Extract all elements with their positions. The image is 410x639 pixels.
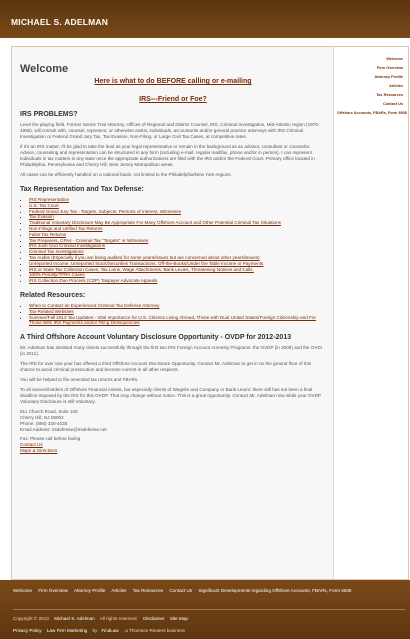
address-email: Email Address: irsdefense@irsdefense.net — [20, 426, 107, 432]
disclaimer-link[interactable]: Disclaimer — [143, 616, 165, 621]
ovdp-paragraph-4: To all owners/holders of Offshore Financial Assets, but especially clients of Wegelin and Company or Bank Leumi: there still has not been a final deadline imposed by the IRS for this OVDP. That may change without notice. This is a great opportunity. Contact Mr. Adelman now while your OVDP Voluntary Disclosure is still Voluntary. — [20, 387, 321, 405]
sitemap-link[interactable]: Site Map — [169, 616, 188, 621]
footer-nav — [13, 587, 403, 595]
content-body — [20, 63, 326, 458]
thomson-reuters-text: , a Thomson Reuters business — [122, 628, 185, 633]
ovdp-paragraph-3: You will be helped to file amended tax returns and FBARs. — [20, 377, 139, 383]
list-link[interactable]: IRS Representation — [29, 197, 70, 202]
rights-text: All rights reserved. — [99, 616, 138, 621]
maps-directions-link[interactable]: Maps & Directions — [20, 447, 58, 453]
sidebar-nav — [337, 55, 407, 118]
site-title[interactable]: MICHAEL S. ADELMAN — [11, 17, 109, 27]
address-street: 811 Church Road, Suite 105 — [20, 409, 78, 415]
contact-us-link[interactable]: Contact Us — [20, 442, 43, 448]
list-item — [29, 278, 326, 284]
list-link[interactable]: Tax Preparers, CPAs - Criminal Tax "Targets" or Witnesses — [29, 237, 149, 243]
footer-link-significant-developments[interactable]: Significant Developments regarding Offshore Accounts, FBARs, Form 8938 — [198, 588, 352, 593]
footer-link-contact-us[interactable]: Contact Us — [169, 588, 193, 593]
related-resources-list — [29, 303, 326, 326]
privacy-policy-link[interactable]: Privacy Policy — [13, 628, 42, 633]
list-link[interactable]: Tax-Related Websites — [29, 308, 74, 314]
site-header — [0, 0, 410, 38]
footer-link-articles[interactable]: Articles — [111, 588, 127, 593]
list-link[interactable]: Tax Audits (Especially if you are being audited for some years/issues but are concerned about other years/issues) — [29, 254, 260, 260]
address-city: Cherry Hill, NJ 08002 — [20, 414, 64, 420]
list-link[interactable]: False Tax Returns — [29, 231, 66, 237]
fax-note: Fax: Please call before faxing — [20, 436, 81, 442]
tax-representation-list — [29, 197, 326, 284]
related-resources-heading: Related Resources: — [20, 291, 86, 299]
footer-copyright — [13, 616, 192, 621]
copyright-text: Copyright © 2013 — [13, 616, 49, 621]
list-link[interactable]: When to Contact an Experienced Criminal Tax Defense Attorney — [29, 302, 160, 308]
list-link[interactable]: 100% Penalty/TFRA Cases — [29, 272, 85, 278]
main-content — [12, 47, 334, 579]
irs-problems-heading: IRS PROBLEMS? — [20, 111, 78, 118]
before-calling-link[interactable]: Here is what to do BEFORE calling or e-mailing — [94, 78, 252, 85]
footer-link-firm-overview[interactable]: Firm Overview — [38, 588, 68, 593]
footer-divider — [13, 609, 405, 610]
sidebar-item-welcome[interactable]: Welcome — [386, 57, 403, 61]
list-link[interactable]: Traditional Voluntary Disclosure May Be Appropriate For Many Offshore Account and Other Potential Criminal Tax Situations — [29, 220, 281, 226]
address-phone: Phone: (856) 330-4035 — [20, 420, 68, 426]
list-link[interactable]: Unreported Income, Unreported Stock/Securities Transactions, Off-the-Books/Under the Table Income or Payments — [29, 260, 264, 266]
office-address — [20, 409, 326, 432]
by-text: by — [92, 628, 98, 633]
list-link[interactable]: IRS Collection Due Process (CDP) Taxpayer Advocate Appeals — [29, 278, 158, 284]
footer-link-tax-resources[interactable]: Tax Resources — [132, 588, 164, 593]
problems-paragraph-2: If it's an IRS matter, I'll be glad to take the lead as your legal representative or remain in the background as an advisor, consultant or counselor. Advice, counseling and representation can be structured in any form (including e-mail, regular mail/fax, phone and/or in person). I can represent individuals in tax matters in any state once the appropriate authorizations are filed with the IRS and/or the Federal Court. Primary office located in Philadelphia, Pennsylvania and Cherry Hill, New Jersey Metropolitan areas. — [20, 144, 315, 167]
list-link[interactable]: U.S. Tax Court — [29, 202, 59, 208]
sidebar-item-firm-overview[interactable]: Firm Overview — [376, 66, 403, 70]
sidebar-item-tax-resources[interactable]: Tax Resources — [376, 93, 403, 97]
friend-or-foe-link[interactable]: IRS---Friend or Foe? — [139, 96, 207, 103]
findlaw-link[interactable]: FindLaw — [101, 628, 119, 633]
ovdp-paragraph-2: The IRS for over one year has offered a third Offshore Account Disclosure Opportunity. Contact Mr. Adelman to get in on the ground floor of this chance to avoid criminal prosecution and become current in all other respects. — [20, 361, 312, 373]
ovdp-heading: A Third Offshore Account Voluntary Disclosure Opportunity - OVDP for 2012-2013 — [20, 334, 292, 342]
footer-link-attorney-profile[interactable]: Attorney Profile — [73, 588, 106, 593]
list-link[interactable]: IRS or State Tax Collection Cases, Tax Liens, Wage Attachments, Bank Levies, Threatening Notices and Calls. — [29, 266, 254, 272]
list-link[interactable]: Tax Evasion — [29, 214, 54, 220]
tax-representation-heading: Tax Representation and Tax Defense: — [20, 186, 144, 193]
list-link[interactable]: IRS Joint Civil Criminal Investigations — [29, 243, 106, 249]
problems-paragraph-1: Level the playing field. Former Senior Trial Attorney, Offices of Regional and District Counsel, IRS, Criminal Investigation, Mid-Atlantic region (1970-1986), will consult with, counsel, represent, or otherwise assist, individuals, accountants and/or general practice attorneys with IRS Criminal Investigation or Federal Grand Jury Tax, Tax Evasion, Non-Filing, or Large Civil Tax Cases, at competitive rates. — [20, 122, 320, 139]
law-firm-marketing-link[interactable]: Law Firm Marketing — [46, 628, 88, 633]
site-footer — [0, 580, 410, 639]
sidebar-item-offshore-accounts[interactable]: Offshore Accounts, FBARs, Form 8938 — [337, 111, 407, 115]
sidebar-item-contact-us[interactable]: Contact Us — [382, 102, 403, 106]
ovdp-paragraph-1: Mr. Adelman has assisted many clients successfully through the first two IRS Foreign Account Amnesty Programs: the OVDP (in 2009) and the OVDI (in 2011). — [20, 345, 322, 357]
list-item — [29, 315, 326, 327]
owner-link[interactable]: Michael S. Adelman — [54, 616, 95, 621]
problems-paragraph-3: All cases can be efficiently handled on a national basis, not limited to the Philadelphia/New York regions. — [20, 172, 232, 177]
footer-link-welcome[interactable]: Welcome — [13, 588, 33, 593]
sidebar-item-attorney-profile[interactable]: Attorney Profile — [374, 75, 403, 79]
list-link[interactable]: Summer/Fall 2012 Tax Updates - Vital Importance for U.S. Citizens Living Abroad, Those with Dual United States/Foreign Citizenship and For Those With IRS Payments and/or Filing Delinquencies — [29, 314, 316, 326]
page-title: Welcome — [20, 63, 69, 75]
footer-legal — [13, 628, 189, 633]
list-link[interactable]: Non-Filings and Unfiled Tax Returns — [29, 225, 103, 231]
contact-block — [20, 436, 326, 453]
sidebar-item-articles[interactable]: Articles — [389, 84, 403, 88]
list-link[interactable]: Federal Grand Jury Tax - Targets, Subjects, Persons of Interest, Witnesses — [29, 208, 181, 214]
list-link[interactable]: Criminal Tax Investigations — [29, 249, 84, 255]
